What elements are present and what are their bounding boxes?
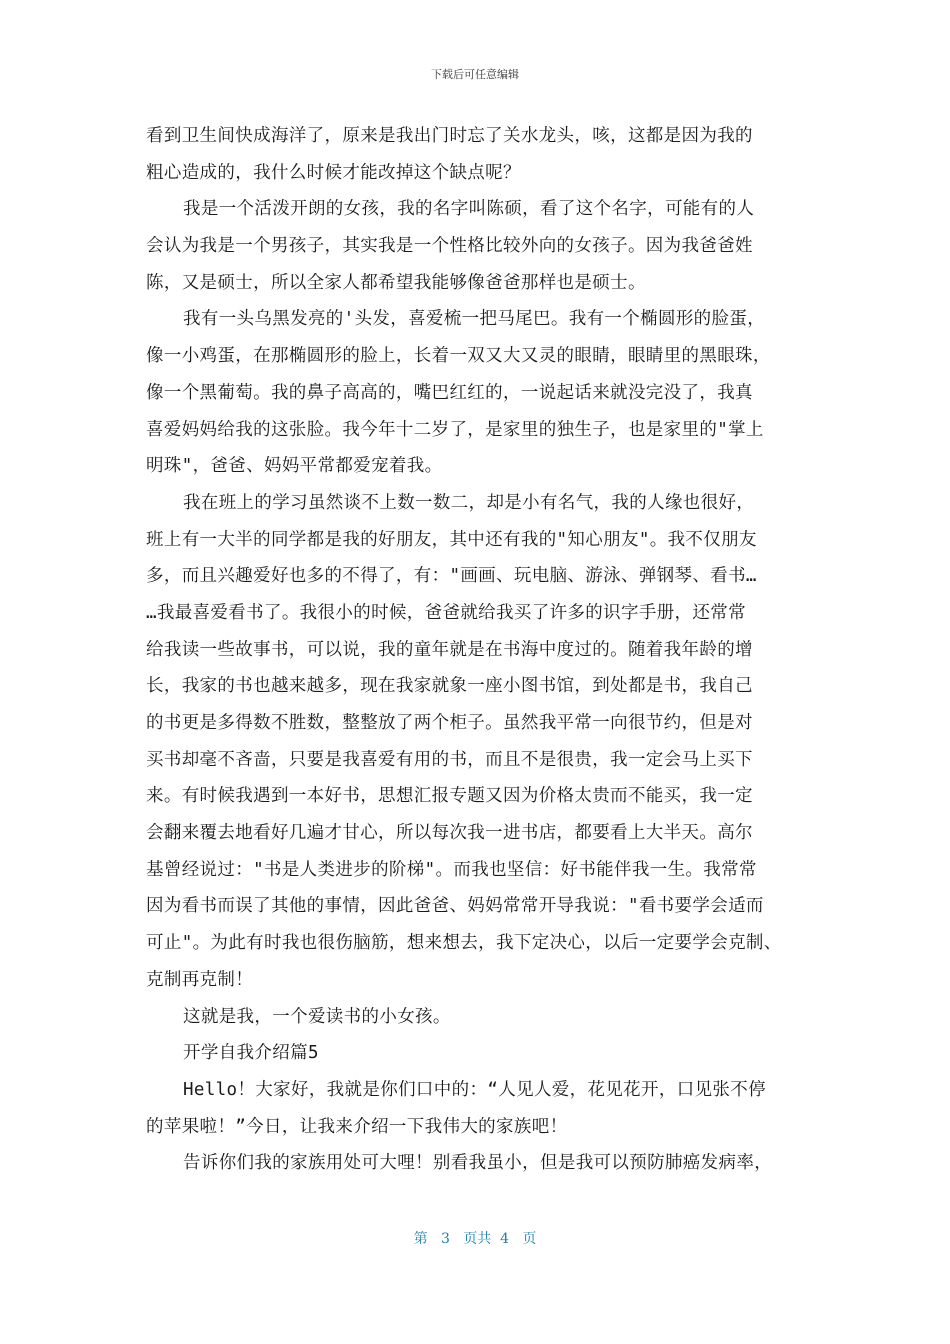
text-line: 班上有一大半的同学都是我的好朋友，其中还有我的"知心朋友"。我不仅朋友 — [146, 529, 757, 550]
page-footer — [0, 1228, 950, 1248]
text-line: 粗心造成的，我什么时候才能改掉这个缺点呢？ — [146, 162, 521, 183]
text-line: 因为看书而误了其他的事情，因此爸爸、妈妈常常开导我说："看书要学会适而 — [146, 896, 764, 917]
text-line: 克制再克制！ — [146, 969, 254, 990]
text-line: 看到卫生间快成海洋了，原来是我出门时忘了关水龙头，咳，这都是因为我的 — [146, 126, 753, 146]
document-body — [146, 118, 826, 1182]
text-line: 基曾经说过："书是人类进步的阶梯"。而我也坚信：好书能伴我一生。我常常 — [146, 859, 757, 880]
footer-page-current: 3 — [440, 1231, 450, 1247]
text-line: 这就是我，一个爱读书的小女孩。 — [183, 1006, 451, 1027]
footer-page-total: 4 — [500, 1231, 510, 1247]
footer-page-mid: 页共 — [463, 1231, 492, 1247]
footer-page-label: 第 — [413, 1231, 428, 1247]
text-line: 可止"。为此有时我也很伤脑筋，想来想去，我下定决心，以后一定要学会克制、 — [146, 933, 782, 954]
text-line: 明珠"，爸爸、妈妈平常都爱宠着我。 — [146, 456, 443, 477]
text-line: …我最喜爱看书了。我很小的时候，爸爸就给我买了许多的识字手册，还常常 — [146, 602, 746, 623]
text-line: 我有一头乌黑发亮的'头发，喜爱梳一把马尾巴。我有一个椭圆形的脸蛋， — [183, 309, 766, 330]
text-line: 会认为我是一个男孩子，其实我是一个性格比较外向的女孩子。因为我爸爸姓 — [146, 236, 753, 257]
page-header: 下载后可任意编辑 — [431, 68, 519, 81]
text-line: 告诉你们我的家族用处可大哩！别看我虽小，但是我可以预防肺癌发病率， — [183, 1153, 773, 1174]
text-line: 买书却毫不吝啬，只要是我喜爱有用的书，而且不是很贵，我一定会马上买下 — [146, 749, 753, 770]
text-line: 的苹果啦！”今日，让我来介绍一下我伟大的家族吧！ — [146, 1116, 568, 1137]
text-line: 给我读一些故事书，可以说，我的童年就是在书海中度过的。随着我年龄的增 — [146, 639, 753, 660]
text-line: 的书更是多得数不胜数，整整放了两个柜子。虽然我平常一向很节约，但是对 — [146, 713, 753, 733]
text-line: 来。有时候我遇到一本好书，思想汇报专题又因为价格太贵而不能买，我一定 — [146, 786, 753, 807]
text-line: 像一个黑葡萄。我的鼻子高高的，嘴巴红红的，一说起话来就没完没了，我真 — [146, 382, 753, 403]
text-line: 像一小鸡蛋，在那椭圆形的脸上，长着一双又大又灵的眼睛，眼睛里的黑眼珠， — [146, 346, 771, 367]
text-line: 长，我家的书也越来越多，现在我家就象一座小图书馆，到处都是书，我自己 — [146, 676, 753, 697]
section-heading: 开学自我介绍篇5 — [183, 1043, 319, 1064]
text-line: 我在班上的学习虽然谈不上数一数二，却是小有名气，我的人缘也很好， — [183, 492, 755, 513]
text-line: 喜爱妈妈给我的这张脸。我今年十二岁了，是家里的独生子，也是家里的"掌上 — [146, 419, 764, 440]
text-line: 我是一个活泼开朗的女孩，我的名字叫陈硕，看了这个名字，可能有的人 — [183, 199, 755, 220]
text-line: Hello！大家好，我就是你们口中的：“人见人爱，花见花开，口见张不停 — [183, 1079, 766, 1100]
text-line: 陈，又是硕士，所以全家人都希望我能够像爸爸那样也是硕士。 — [146, 272, 646, 293]
text-line: 会翻来覆去地看好几遍才甘心，所以每次我一进书店，都要看上大半天。高尔 — [146, 823, 753, 844]
text-line: 多，而且兴趣爱好也多的不得了，有："画画、玩电脑、游泳、弹钢琴、看书… — [146, 566, 757, 587]
footer-page-end: 页 — [522, 1231, 537, 1247]
